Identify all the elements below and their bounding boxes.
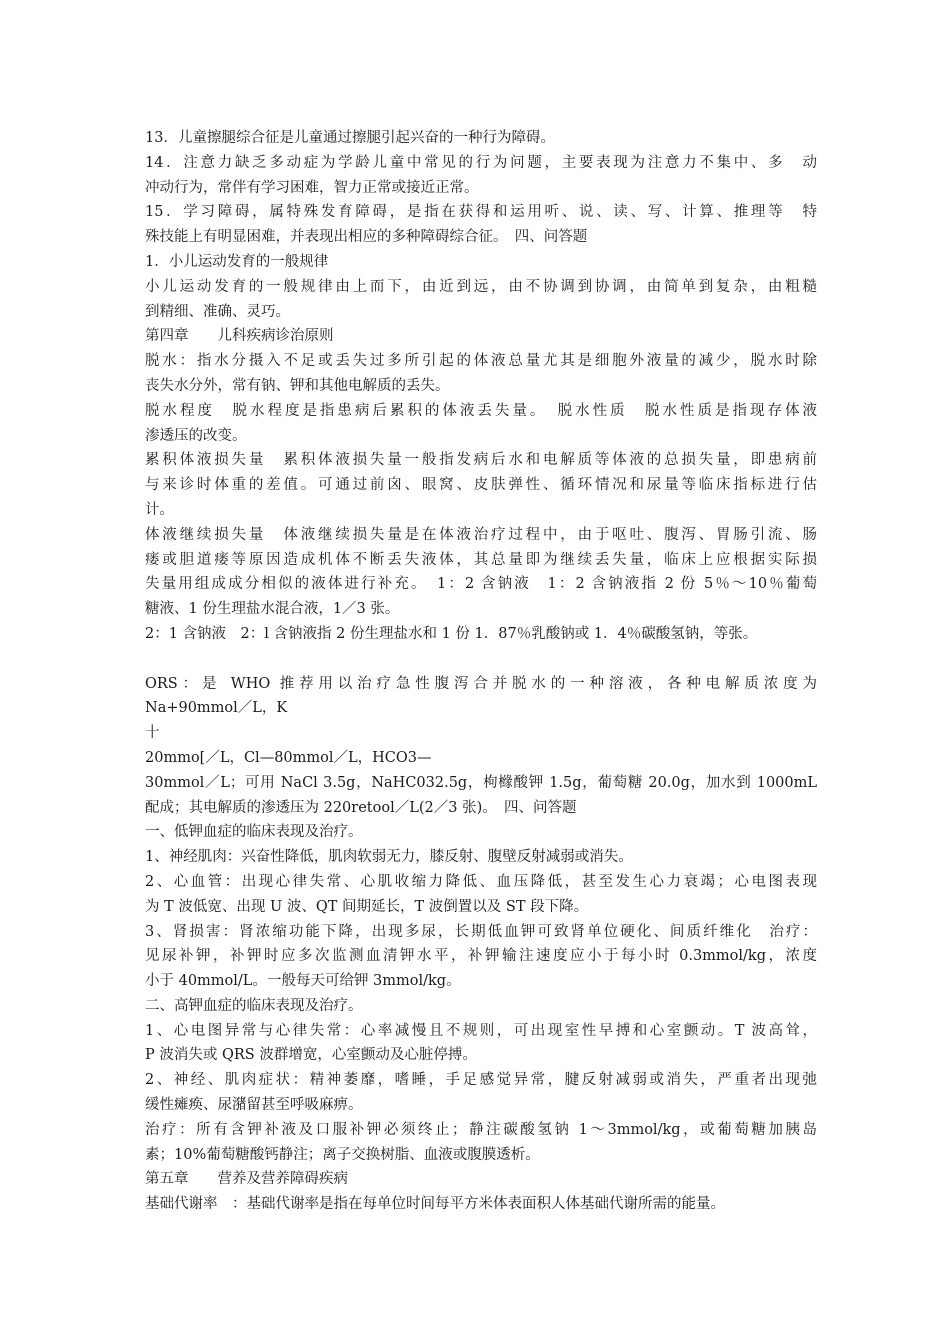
text-line: 素；10%葡萄糖酸钙静注；离子交换树脂、血液或腹膜透析。 [145,1146,540,1163]
text-line: Na+90mmol／L，K [145,700,288,717]
text-line: 渗透压的改变。 [145,427,247,444]
text-line: 基础代谢率 ：基础代谢率是指在每单位时间每平方米体表面积人体基础代谢所需的能量。 [145,1196,725,1213]
text-line: 为 T 波低宽、出现 U 波、QT 间期延长，T 波倒置以及 ST 段下降。 [145,898,589,915]
text-line: 缓性瘫痪、尿潴留甚至呼吸麻痹。 [145,1097,363,1114]
text-line: ORS：是 WHO 推荐用以治疗急性腹泻合并脱水的一种溶液，各种电解质浓度为 [145,675,817,692]
text-line: 1．小儿运动发育的一般规律 [145,253,329,270]
text-line: 15．学习障碍，属特殊发育障碍，是指在获得和运用听、说、读、写、计算、推理等 特 [145,204,817,221]
text-line: 脱水程度 脱水程度是指患病后累积的体液丢失量。 脱水性质 脱水性质是指现存体液 [145,402,817,419]
text-line: 配成；其电解质的渗透压为 220retool／L(2／3 张)。 四、问答题 [145,799,577,816]
text-line: 殊技能上有明显困难，并表现出相应的多种障碍综合征。 四、问答题 [145,229,588,246]
text-line: 见尿补钾，补钾时应多次监测血清钾水平，补钾输注速度应小于每小时 0.3mmol/kg，浓度 [145,948,817,965]
text-line: P 波消失或 QRS 波群增宽，心室颤动及心脏停搏。 [145,1047,477,1064]
text-line: 失量用组成成分相似的液体进行补充。 1：2 含钠液 1：2 含钠液指 2 份 5％～10％葡萄 [145,576,817,593]
text-line: 十 [145,725,160,742]
chapter-heading: 第四章 儿科疾病诊治原则 [145,328,334,345]
text-line: 糖液、1 份生理盐水混合液，1／3 张。 [145,601,400,618]
section-heading: 一、低钾血症的临床表现及治疗。 [145,824,363,841]
text-line: 30mmol／L；可用 NaCl 3.5g，NaHC032.5g，枸橼酸钾 1.5g，葡萄糖 20.0g，加水到 1000mL [145,774,817,791]
section-heading: 二、高钾血症的临床表现及治疗。 [145,997,363,1014]
text-line: 与来诊时体重的差值。可通过前囟、眼窝、皮肤弹性、循环情况和尿量等临床指标进行估 [145,477,817,494]
text-line: 20mmo[／L，Cl—80mmol／L，HCO3— [145,749,432,766]
blank-line [145,647,817,672]
text-line: 计。 [145,501,174,518]
text-line: 2、神经、肌肉症状：精神萎靡，嗜睡，手足感觉异常，腱反射减弱或消失，严重者出现弛 [145,1072,817,1089]
text-line: 累积体液损失量 累积体液损失量一般指发病后水和电解质等体液的总损失量，即患病前 [145,452,817,469]
text-line: 到精细、准确、灵巧。 [145,303,290,320]
text-line: 13．儿童擦腿综合征是儿童通过擦腿引起兴奋的一种行为障碍。 [145,130,555,146]
text-line: 2：1 含钠液 2：l 含钠液指 2 份生理盐水和 1 份 1．87％乳酸钠或 1．4％碳酸氢钠，等张。 [145,625,758,642]
text-line: 冲动行为，常伴有学习困难，智力正常或接近正常。 [145,179,479,196]
document-body [145,126,817,1217]
text-line: 瘘或胆道瘘等原因造成机体不断丢失液体，其总量即为继续丢失量，临床上应根据实际损 [145,551,817,568]
text-line: 1、神经肌肉：兴奋性降低，肌肉软弱无力，膝反射、腹壁反射减弱或消失。 [145,849,633,866]
text-line: 1、心电图异常与心律失常：心率减慢且不规则，可出现室性早搏和心室颤动。T 波高耸， [145,1022,817,1039]
text-line: 脱水：指水分摄入不足或丢失过多所引起的体液总量尤其是细胞外液量的减少，脱水时除 [145,353,817,370]
text-line: 小儿运动发育的一般规律由上而下，由近到远，由不协调到协调，由简单到复杂，由粗糙 [145,278,817,295]
text-line: 2、心血管：出现心律失常、心肌收缩力降低、血压降低，甚至发生心力衰竭；心电图表现 [145,873,817,890]
text-line: 小于 40mmol/L。一般每天可给钾 3mmol/kg。 [145,973,461,990]
text-line: 丧失水分外，常有钠、钾和其他电解质的丢失。 [145,377,450,394]
chapter-heading: 第五章 营养及营养障碍疾病 [145,1171,348,1188]
text-line: 3、肾损害：肾浓缩功能下降，出现多尿，长期低血钾可致肾单位硬化、间质纤维化 治疗： [145,923,817,940]
text-line: 14．注意力缺乏多动症为学龄儿童中常见的行为问题，主要表现为注意力不集中、多 动 [145,154,817,171]
text-line: 治疗：所有含钾补液及口服补钾必须终止；静注碳酸氢钠 1～3mmol/kg，或葡萄糖加胰岛 [145,1121,817,1138]
text-line: 体液继续损失量 体液继续损失量是在体液治疗过程中，由于呕吐、腹泻、胃肠引流、肠 [145,526,817,543]
